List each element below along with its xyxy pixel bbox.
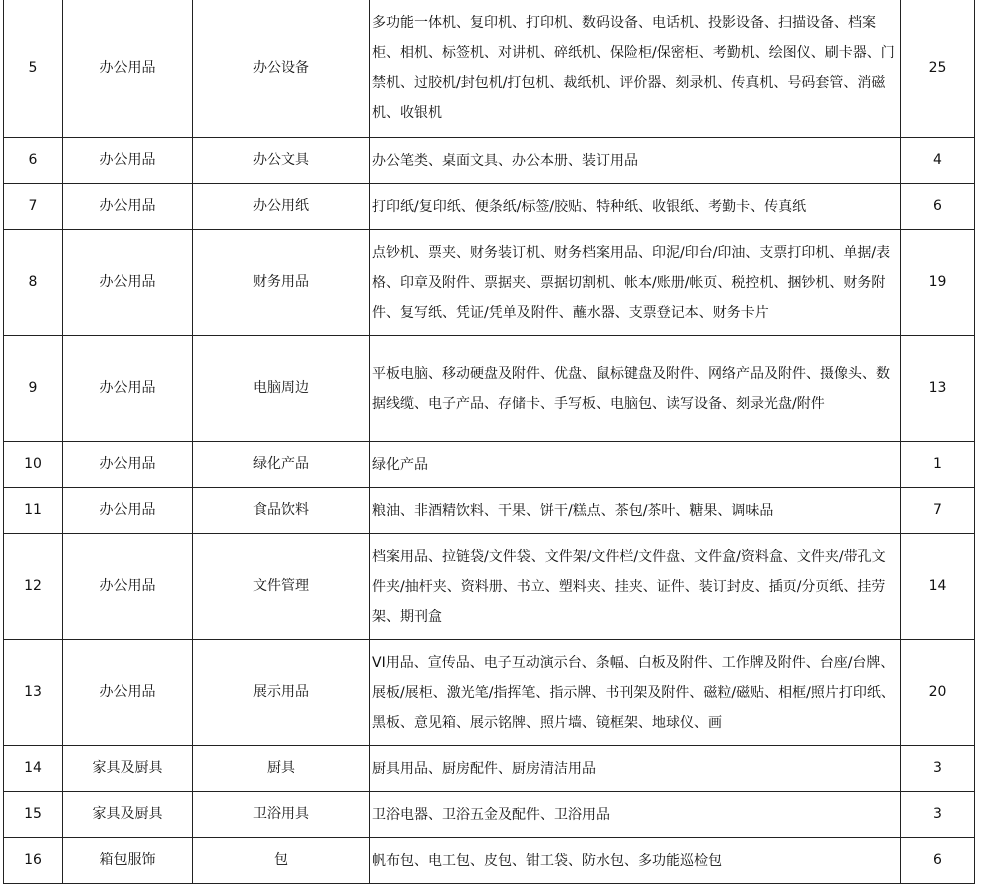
row-number-cell: 5 (4, 0, 63, 138)
category-cell: 家具及厨具 (63, 792, 193, 838)
items-cell: 平板电脑、移动硬盘及附件、优盘、鼠标键盘及附件、网络产品及附件、摄像头、数据线缆、电子产品、存储卡、手写板、电脑包、读写设备、刻录光盘/附件 (370, 336, 901, 442)
category-cell: 箱包服饰 (63, 838, 193, 884)
table-row (4, 838, 975, 884)
row-number-cell: 9 (4, 336, 63, 442)
items-cell: 粮油、非酒精饮料、干果、饼干/糕点、茶包/茶叶、糖果、调味品 (370, 488, 901, 534)
table-row (4, 640, 975, 746)
items-cell: 档案用品、拉链袋/文件袋、文件架/文件栏/文件盘、文件盒/资料盒、文件夹/带孔文件夹/抽杆夹、资料册、书立、塑料夹、挂夹、证件、装订封皮、插页/分页纸、挂劳架、期刊盒 (370, 534, 901, 640)
count-cell: 6 (901, 184, 975, 230)
count-cell: 3 (901, 746, 975, 792)
subcategory-cell: 展示用品 (193, 640, 370, 746)
procurement-catalog-table (3, 0, 975, 884)
count-cell: 19 (901, 230, 975, 336)
row-number-cell: 6 (4, 138, 63, 184)
subcategory-cell: 食品饮料 (193, 488, 370, 534)
count-cell: 1 (901, 442, 975, 488)
category-cell: 办公用品 (63, 640, 193, 746)
category-cell: 办公用品 (63, 336, 193, 442)
subcategory-cell: 厨具 (193, 746, 370, 792)
row-number-cell: 15 (4, 792, 63, 838)
row-number-cell: 8 (4, 230, 63, 336)
count-cell: 25 (901, 0, 975, 138)
row-number-cell: 13 (4, 640, 63, 746)
items-cell: 卫浴电器、卫浴五金及配件、卫浴用品 (370, 792, 901, 838)
row-number-cell: 10 (4, 442, 63, 488)
category-cell: 办公用品 (63, 442, 193, 488)
category-cell: 办公用品 (63, 184, 193, 230)
subcategory-cell: 办公设备 (193, 0, 370, 138)
count-cell: 13 (901, 336, 975, 442)
subcategory-cell: 办公文具 (193, 138, 370, 184)
subcategory-cell: 电脑周边 (193, 336, 370, 442)
items-cell: 打印纸/复印纸、便条纸/标签/胶贴、特种纸、收银纸、考勤卡、传真纸 (370, 184, 901, 230)
table-row (4, 184, 975, 230)
table-row (4, 442, 975, 488)
count-cell: 7 (901, 488, 975, 534)
items-cell: 办公笔类、桌面文具、办公本册、装订用品 (370, 138, 901, 184)
table-row (4, 230, 975, 336)
table-row (4, 336, 975, 442)
row-number-cell: 16 (4, 838, 63, 884)
items-cell: 帆布包、电工包、皮包、钳工袋、防水包、多功能巡检包 (370, 838, 901, 884)
subcategory-cell: 文件管理 (193, 534, 370, 640)
subcategory-cell: 绿化产品 (193, 442, 370, 488)
table-row (4, 138, 975, 184)
row-number-cell: 11 (4, 488, 63, 534)
row-number-cell: 14 (4, 746, 63, 792)
items-cell: 点钞机、票夹、财务装订机、财务档案用品、印泥/印台/印油、支票打印机、单据/表格、印章及附件、票据夹、票据切割机、帐本/账册/帐页、税控机、捆钞机、财务附件、复写纸、凭证/凭单及附件、蘸水器、支票登记本、财务卡片 (370, 230, 901, 336)
table-row (4, 792, 975, 838)
category-cell: 办公用品 (63, 488, 193, 534)
row-number-cell: 7 (4, 184, 63, 230)
items-cell: 绿化产品 (370, 442, 901, 488)
table-row (4, 534, 975, 640)
category-cell: 办公用品 (63, 138, 193, 184)
subcategory-cell: 办公用纸 (193, 184, 370, 230)
category-cell: 办公用品 (63, 0, 193, 138)
subcategory-cell: 卫浴用具 (193, 792, 370, 838)
count-cell: 3 (901, 792, 975, 838)
table-row (4, 488, 975, 534)
count-cell: 4 (901, 138, 975, 184)
count-cell: 14 (901, 534, 975, 640)
count-cell: 20 (901, 640, 975, 746)
table-row (4, 0, 975, 138)
items-cell: VI用品、宣传品、电子互动演示台、条幅、白板及附件、工作牌及附件、台座/台牌、展板/展柜、激光笔/指挥笔、指示牌、书刊架及附件、磁粒/磁贴、相框/照片打印纸、黑板、意见箱、展示铭牌、照片墙、镜框架、地球仪、画 (370, 640, 901, 746)
subcategory-cell: 包 (193, 838, 370, 884)
table-row (4, 746, 975, 792)
items-cell: 厨具用品、厨房配件、厨房清洁用品 (370, 746, 901, 792)
count-cell: 6 (901, 838, 975, 884)
category-cell: 办公用品 (63, 230, 193, 336)
category-cell: 家具及厨具 (63, 746, 193, 792)
row-number-cell: 12 (4, 534, 63, 640)
subcategory-cell: 财务用品 (193, 230, 370, 336)
category-cell: 办公用品 (63, 534, 193, 640)
items-cell: 多功能一体机、复印机、打印机、数码设备、电话机、投影设备、扫描设备、档案柜、相机、标签机、对讲机、碎纸机、保险柜/保密柜、考勤机、绘图仪、刷卡器、门禁机、过胶机/封包机/打包机、裁纸机、评价器、刻录机、传真机、号码套管、消磁机、收银机 (370, 0, 901, 138)
